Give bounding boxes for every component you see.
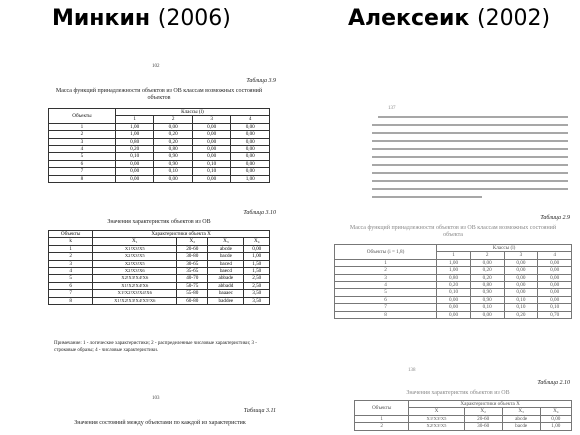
- table-row: 2 1,00 0,20 0,00 0,00: [49, 131, 270, 138]
- table-row: 4 0,20 0,80 0,00 0,00: [335, 282, 572, 289]
- text-line: [372, 188, 568, 190]
- right-document-page: [328, 80, 578, 435]
- text-line: [372, 132, 568, 134]
- class-number: 2: [470, 252, 504, 259]
- text-line: [372, 148, 568, 150]
- table-title: Масса функций принадлежности объектов из ОВ классам возможных состояний объекта: [349, 225, 557, 238]
- table-row: 5 X2!X3!X4!X6 40-70 abbade 2,50: [49, 275, 270, 282]
- table-row: 2 1,00 0,20 0,00 0,00: [335, 267, 572, 274]
- page-number: 137: [388, 106, 396, 111]
- table-note: Примечание: 1 - логические характеристики; 2 - распределенные числовые характеристики; 3 - строковые образы; 4 - числовые характеристики.: [54, 341, 257, 353]
- left-year: (2006): [157, 6, 231, 31]
- table-row: 1 1,00 0,00 0,00 0,00: [335, 259, 572, 266]
- table-row: 7 X1!X2!X3!X4!X6 55-80 baaaec 3,50: [49, 290, 270, 297]
- characteristics-table: [48, 230, 270, 305]
- col-header-objects: Объекты: [49, 231, 93, 238]
- right-heading: [348, 6, 550, 31]
- membership-table: [48, 108, 270, 183]
- table-row: 6 X1!X2!X4!X6 50-75 abbadd 2,50: [49, 282, 270, 289]
- table-tag: Таблица 2.10: [537, 380, 570, 386]
- class-number: 1: [437, 252, 471, 259]
- table-tag: Таблица 3.10: [243, 210, 276, 216]
- text-line: [372, 164, 568, 166]
- col-header: X₂: [464, 408, 502, 415]
- table-row: 2 X2!X3!X5 30-60 bacde 1,00: [355, 423, 572, 430]
- membership-table: [334, 244, 572, 319]
- class-number: 3: [192, 116, 231, 123]
- table-row: 3 0,80 0,20 0,00 0,00: [335, 274, 572, 281]
- table-title: Значения характеристик объектов из ОВ: [107, 219, 211, 225]
- col-header: X: [409, 408, 464, 415]
- col-header-objects: Объекты (i = 1,8): [335, 245, 437, 260]
- table-row: 4 X2!X3!X6 35-65 baecd 1,50: [49, 268, 270, 275]
- table-row: 5 0,10 0,90 0,00 0,00: [335, 289, 572, 296]
- table-tag: Таблица 3.9: [246, 78, 276, 84]
- col-header-classes: Классы (l): [115, 109, 269, 116]
- table-title: Значения характеристик объектов из ОВ: [406, 390, 510, 396]
- text-line: [372, 196, 482, 198]
- col-header-objects: Объекты: [355, 401, 409, 416]
- table-row: 6 0,00 0,90 0,10 0,00: [49, 160, 270, 167]
- class-number: 3: [504, 252, 538, 259]
- table-row: 5 0,10 0,90 0,00 0,00: [49, 153, 270, 160]
- class-number: 4: [231, 116, 270, 123]
- characteristics-table: [354, 400, 572, 431]
- table-row: 7 0,00 0,10 0,10 0,00: [49, 168, 270, 175]
- col-header-index: k: [49, 238, 93, 245]
- table-row: 3 0,80 0,20 0,00 0,00: [49, 138, 270, 145]
- page-number: 102: [152, 64, 160, 69]
- right-author: Алексеик: [348, 6, 470, 31]
- col-header-objects: Объекты: [49, 109, 116, 124]
- page-number: 103: [152, 396, 160, 401]
- col-header: X₃: [208, 238, 244, 245]
- text-line: [372, 180, 568, 182]
- table-row: 8 0,00 0,00 0,20 0,70: [335, 311, 572, 318]
- col-header-characteristics: Характеристики объекта X: [93, 231, 270, 238]
- left-document-page: [44, 48, 278, 435]
- table-tag: Таблица 2.9: [540, 215, 570, 221]
- table-row: 1 X1!X3!X5 20-60 abcde 0,00: [49, 245, 270, 252]
- table-row: 6 0,00 0,90 0,10 0,00: [335, 296, 572, 303]
- col-header-characteristics: Характеристики объекта X: [409, 401, 572, 408]
- text-line: [372, 124, 568, 126]
- table-row: 1 X1!X3!X5 20-60 abcde 0,00: [355, 415, 572, 422]
- class-number: 4: [538, 252, 572, 259]
- left-heading: [52, 6, 231, 31]
- table-row: 7 0,00 0,10 0,10 0,10: [335, 304, 572, 311]
- class-number: 1: [115, 116, 154, 123]
- col-header: X₄: [540, 408, 571, 415]
- left-author: Минкин: [52, 6, 151, 31]
- text-line: [372, 140, 568, 142]
- table-row: 8 X1!X2!X3!X4!X5!X6 60-80 baddee 3,50: [49, 297, 270, 304]
- page-number: 138: [408, 368, 416, 373]
- col-header-classes: Классы (l): [437, 245, 572, 252]
- col-header: X₂: [177, 238, 208, 245]
- text-line: [378, 116, 568, 118]
- col-header: X₃: [502, 408, 540, 415]
- table-row: 4 0,20 0,80 0,00 0,00: [49, 146, 270, 153]
- table-title: Значения состояний между объектами по каждой из характеристик: [74, 420, 246, 426]
- text-line: [372, 172, 568, 174]
- col-header: X₁: [93, 238, 177, 245]
- table-row: 3 X2!X3!X5 30-65 baced 1,50: [49, 260, 270, 267]
- table-title: Масса функций принадлежности объектов из ОВ классам возможных состояний объектов: [55, 88, 263, 101]
- table-row: 1 1,00 0,00 0,00 0,00: [49, 123, 270, 130]
- table-tag: Таблица 3.11: [243, 408, 276, 414]
- col-header: X₄: [244, 238, 270, 245]
- table-row: 8 0,00 0,00 0,00 1,00: [49, 175, 270, 182]
- right-year: (2002): [476, 6, 551, 31]
- table-row: 2 X2!X3!X5 30-80 bacde 1,00: [49, 253, 270, 260]
- text-line: [372, 156, 568, 158]
- class-number: 2: [154, 116, 193, 123]
